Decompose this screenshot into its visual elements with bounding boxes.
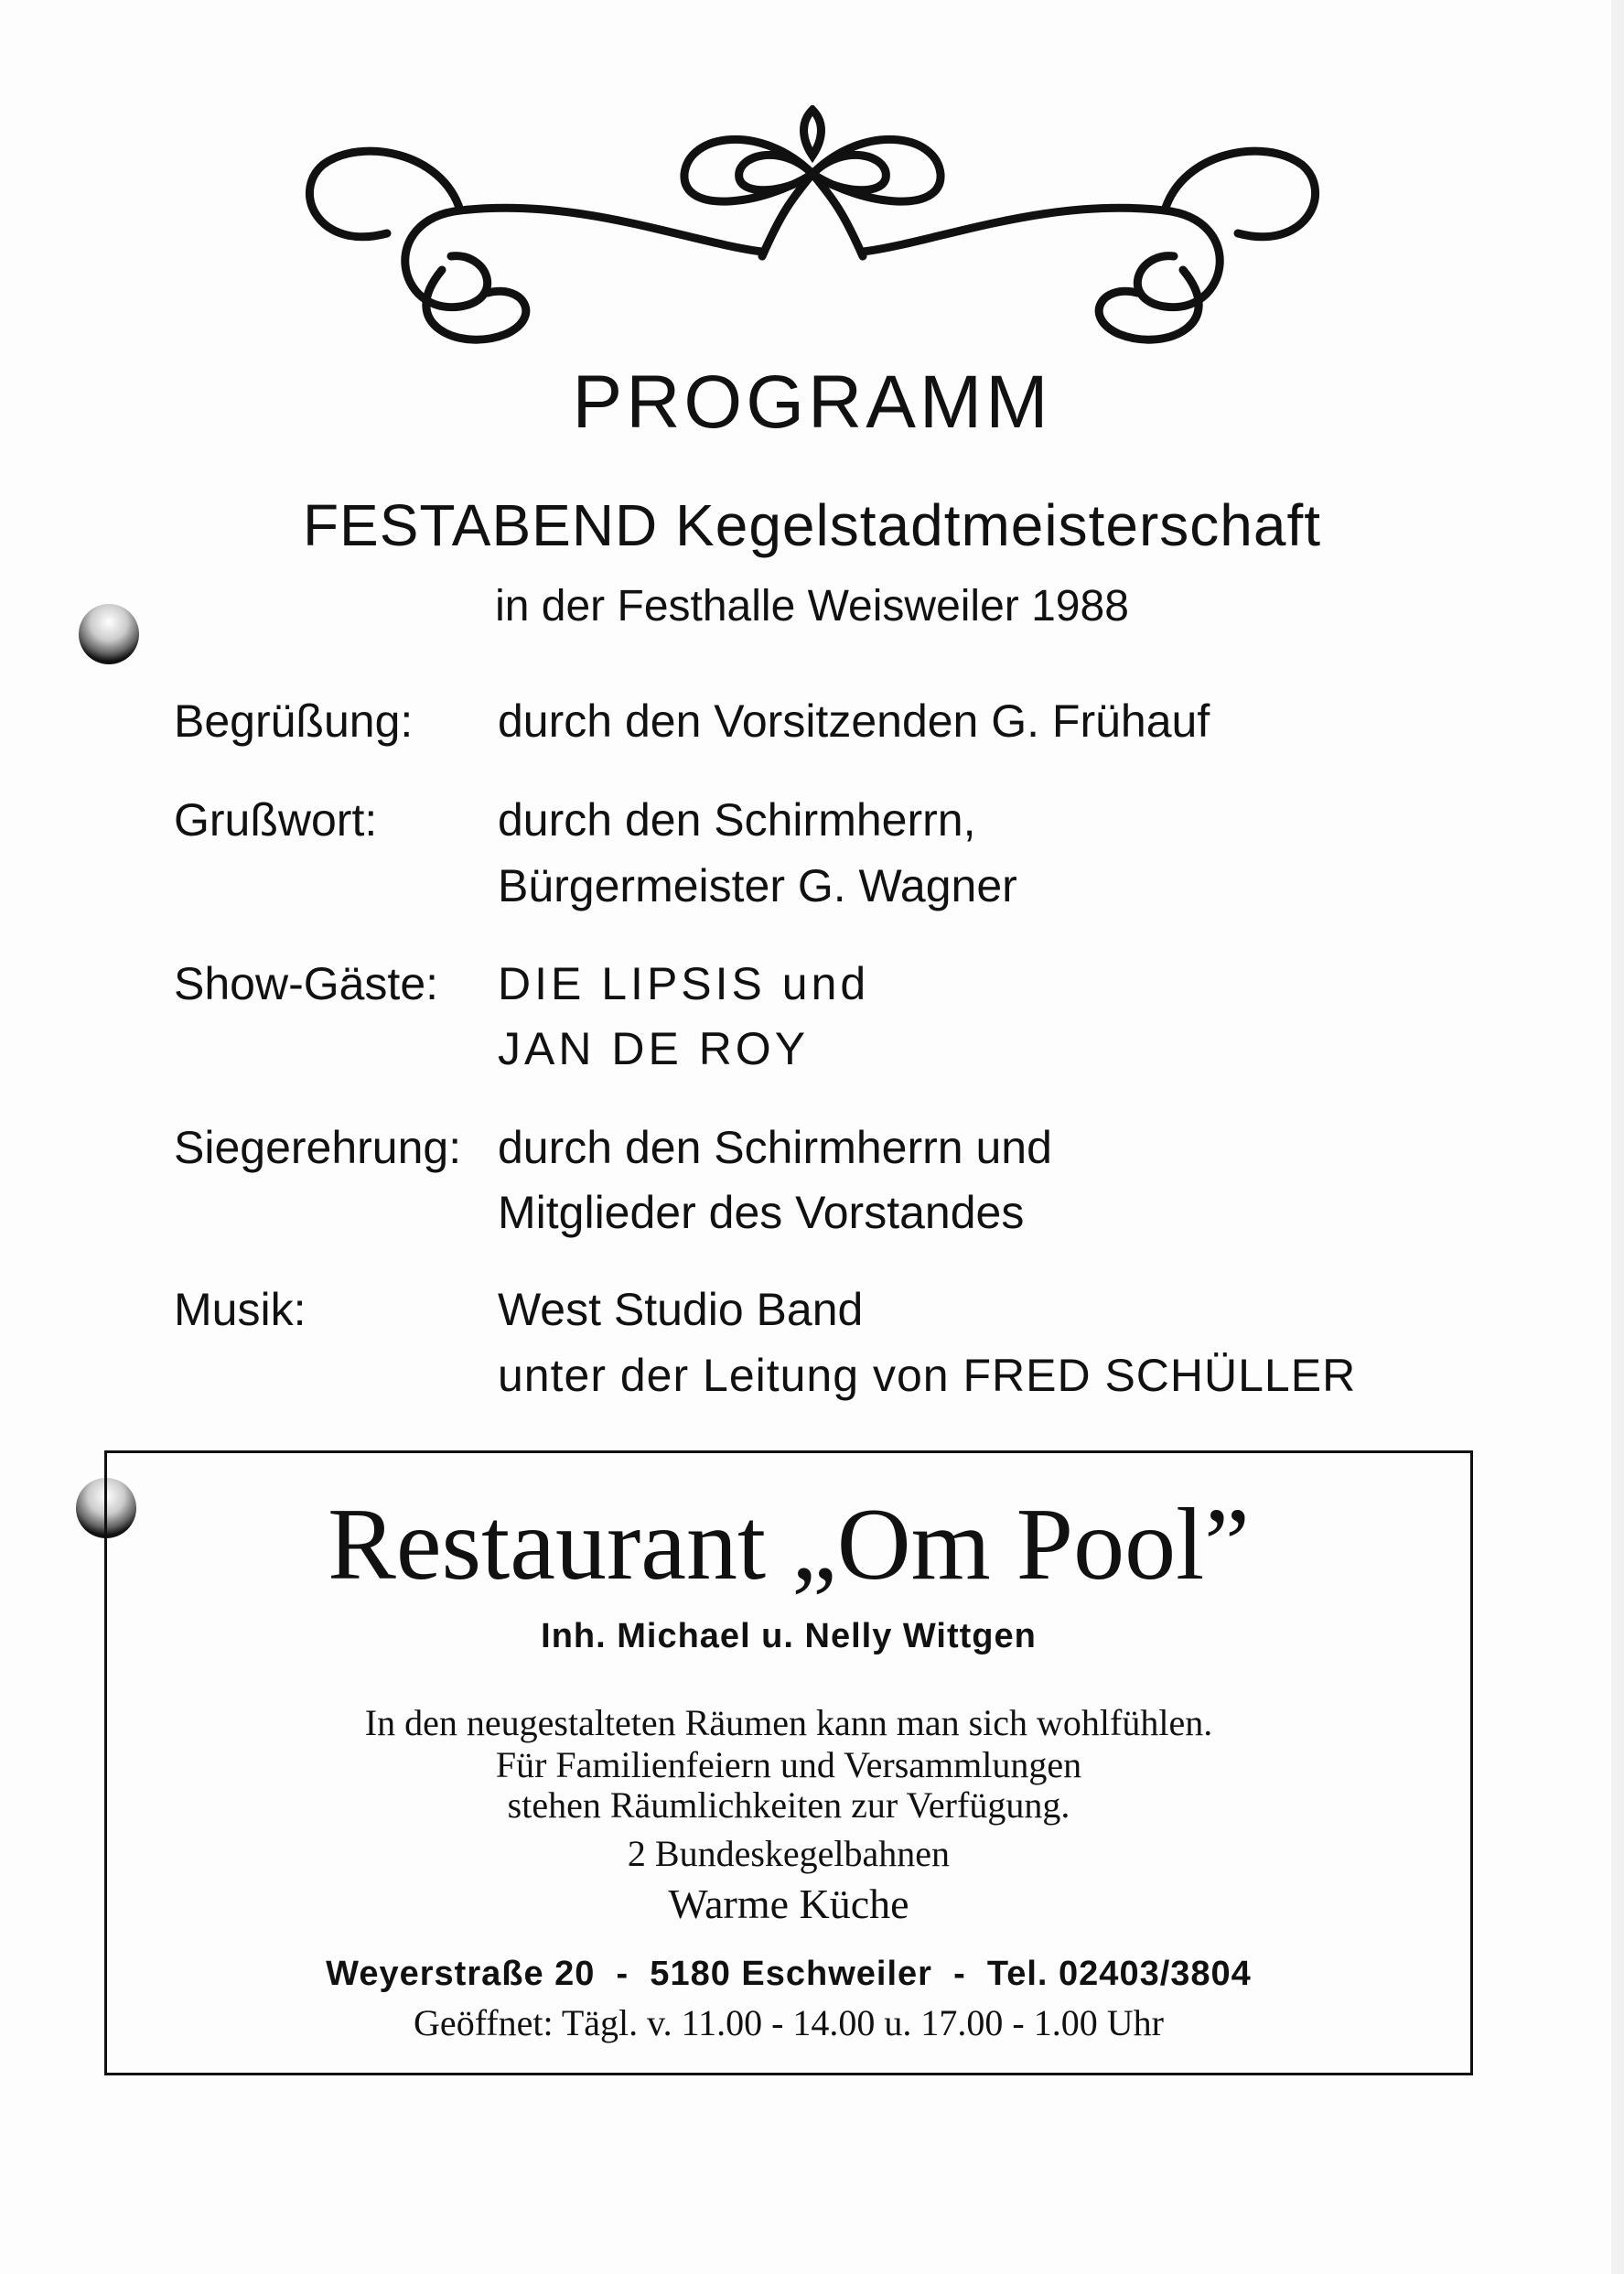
program-value: durch den Schirmherrn, <box>498 794 976 846</box>
event-subtitle: FESTABEND Kegelstadtmeisterschaft <box>302 492 1322 558</box>
opening-hours: Geöffnet: Tägl. v. 11.00 - 14.00 u. 17.00 - 1.00 Uhr <box>414 2002 1164 2043</box>
page-edge <box>1611 0 1624 2274</box>
program-value: JAN DE ROY <box>498 1023 810 1074</box>
venue-line: in der Festhalle Weisweiler 1988 <box>495 582 1129 630</box>
ad-text-line: In den neugestalteten Räumen kann man sich wohlfühlen. <box>364 1702 1213 1743</box>
program-value: unter der Leitung von FRED SCHÜLLER <box>498 1350 1357 1401</box>
ornament-scroll-icon <box>305 105 1320 357</box>
program-value: durch den Schirmherrn und <box>498 1122 1052 1173</box>
program-value: DIE LIPSIS und <box>498 958 870 1009</box>
program-value: durch den Vorsitzenden G. Frühauf <box>498 695 1210 747</box>
program-label: Siegerehrung: <box>174 1122 462 1173</box>
program-label: Musik: <box>174 1284 307 1335</box>
program-value: Mitglieder des Vorstandes <box>498 1187 1025 1238</box>
ad-text-line: Für Familienfeiern und Versammlungen <box>495 1744 1082 1785</box>
program-label: Begrüßung: <box>174 695 414 747</box>
punch-hole <box>79 604 139 664</box>
restaurant-address: Weyerstraße 20 - 5180 Eschweiler - Tel. 02403/3804 <box>326 1955 1252 1993</box>
program-label: Show-Gäste: <box>174 958 439 1009</box>
page-title: PROGRAMM <box>572 361 1052 444</box>
program-value: Bürgermeister G. Wagner <box>498 860 1017 911</box>
program-value: West Studio Band <box>498 1284 864 1335</box>
restaurant-name: Restaurant „Om Pool” <box>328 1488 1250 1601</box>
ad-text-line: stehen Räumlichkeiten zur Verfügung. <box>507 1784 1070 1826</box>
ad-text-line: Warme Küche <box>668 1881 909 1927</box>
program-label: Grußwort: <box>174 794 378 846</box>
restaurant-owners: Inh. Michael u. Nelly Wittgen <box>541 1617 1037 1655</box>
ad-text-line: 2 Bundeskegelbahnen <box>627 1833 951 1874</box>
